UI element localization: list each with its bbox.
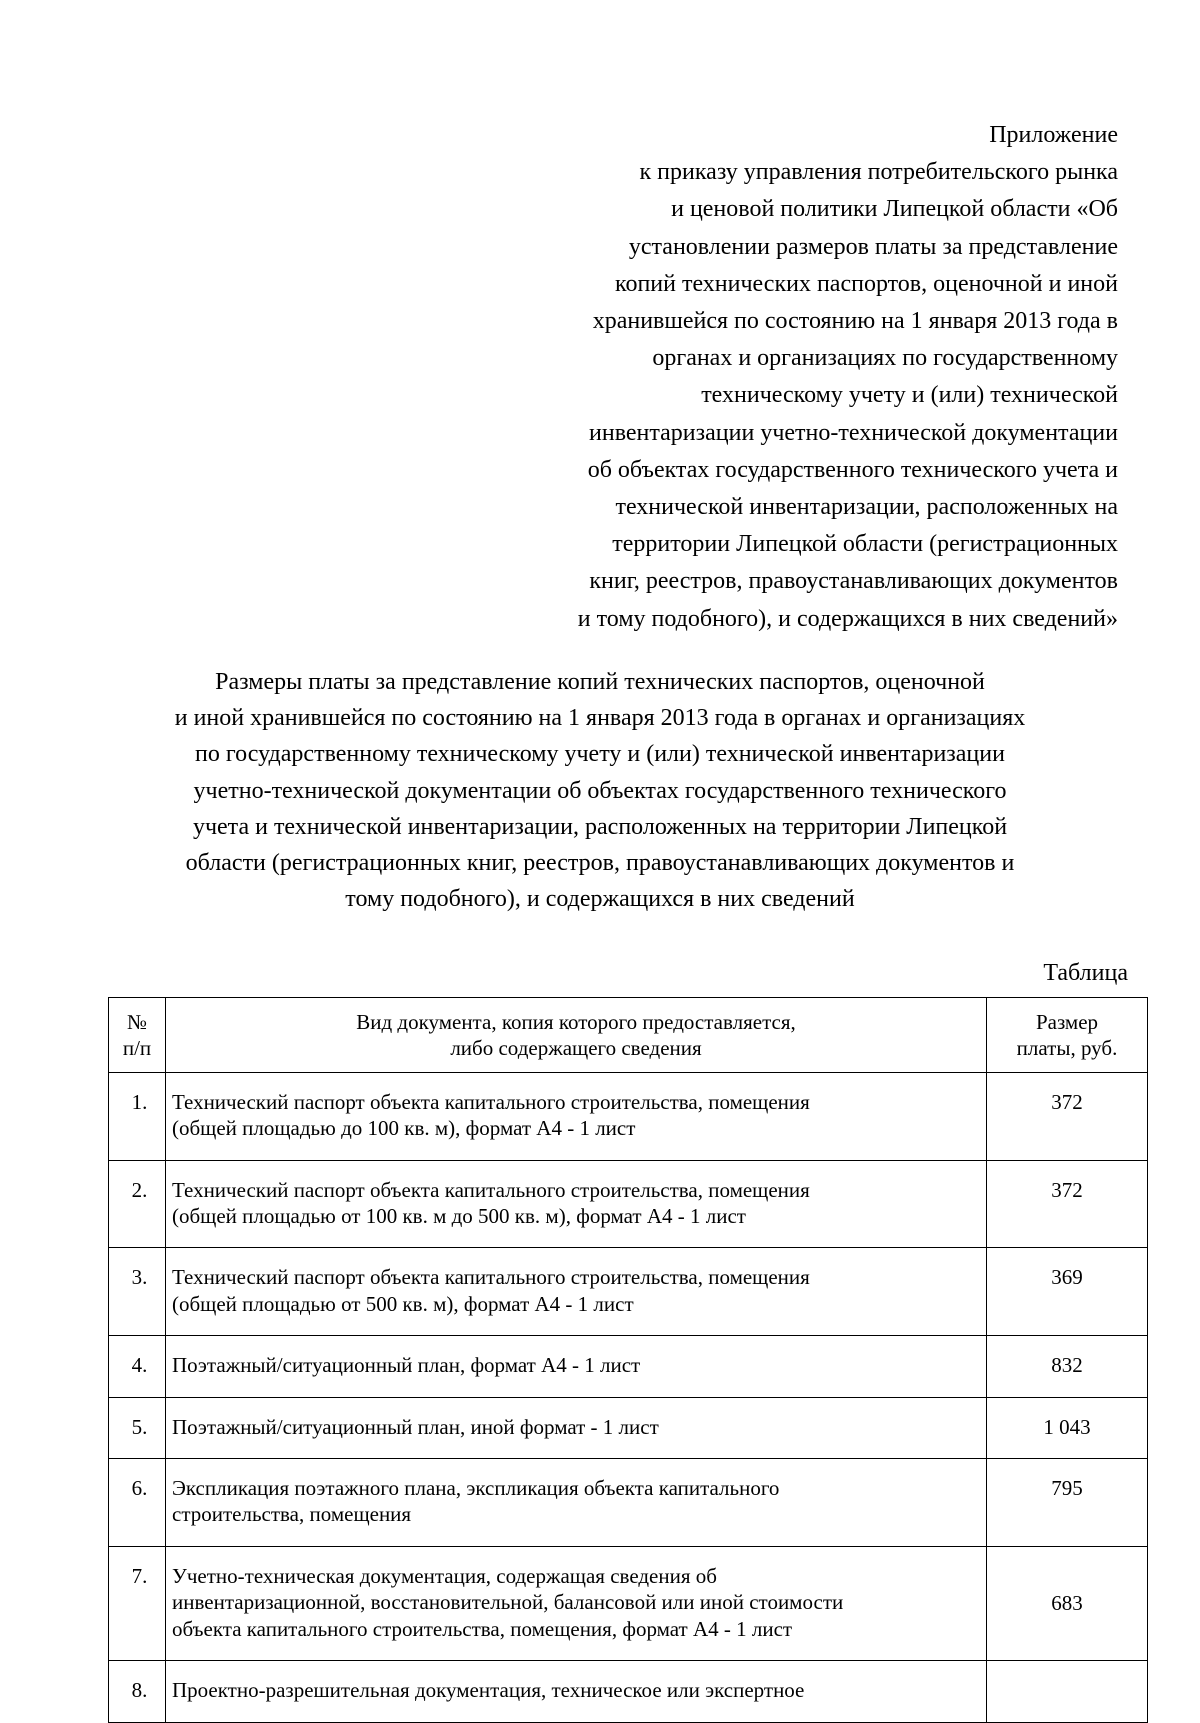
appendix-line: установлении размеров платы за представление [628, 233, 1118, 260]
heading-line: учетно-технической документации об объектах государственного технического [193, 777, 1007, 804]
heading-line: учета и технической инвентаризации, расположенных на территории Липецкой [192, 813, 1008, 840]
header-document-type: Вид документа, копия которого предоставляется, либо содержащего сведения [166, 998, 987, 1073]
appendix-line: хранившейся по состоянию на 1 января 2013 года в [592, 308, 1118, 335]
table-label: Таблица [1043, 960, 1128, 986]
row-number: 5. [109, 1397, 166, 1458]
appendix-line: копий технических паспортов, оценочной и иной [615, 270, 1118, 297]
row-number: 4. [109, 1336, 166, 1397]
header-number: № п/п [109, 998, 166, 1073]
row-price: 372 [987, 1160, 1148, 1248]
appendix-line: книг, реестров, правоустанавливающих документов [589, 568, 1118, 595]
heading-line: и иной хранившейся по состоянию на 1 января 2013 года в органах и организациях [174, 705, 1026, 732]
table-row [109, 1336, 1148, 1397]
table-row [109, 1160, 1148, 1248]
header-price: Размер платы, руб. [987, 998, 1148, 1073]
row-description: Поэтажный/ситуационный план, иной формат - 1 лист [166, 1397, 987, 1458]
row-number: 6. [109, 1459, 166, 1547]
row-price: 795 [987, 1459, 1148, 1547]
heading-line: Размеры платы за представление копий технических паспортов, оценочной [215, 669, 985, 695]
row-number: 7. [109, 1546, 166, 1660]
appendix-line: и ценовой политики Липецкой области «Об [671, 196, 1118, 223]
appendix-line: и тому подобного), и содержащихся в них сведений» [577, 605, 1118, 632]
row-description: Проектно-разрешительная документация, техническое или экспертное [166, 1661, 987, 1722]
heading-line: по государственному техническому учету и (или) технической инвентаризации [195, 741, 1005, 768]
table-row [109, 1397, 1148, 1458]
heading-line: тому подобного), и содержащихся в них сведений [345, 886, 855, 913]
row-description: Экспликация поэтажного плана, экспликация объекта капитального строительства, помещения [166, 1459, 987, 1547]
appendix-line: техническому учету и (или) технической [701, 382, 1118, 409]
table-row [109, 1248, 1148, 1336]
table-row [109, 1661, 1148, 1722]
row-price [987, 1661, 1148, 1722]
row-price: 369 [987, 1248, 1148, 1336]
row-price: 372 [987, 1072, 1148, 1160]
appendix-line: органах и организациях по государственному [652, 345, 1118, 372]
row-description: Технический паспорт объекта капитального строительства, помещения (общей площадью до 100 кв. м), формат А4 - 1 лист [166, 1072, 987, 1160]
row-price: 832 [987, 1336, 1148, 1397]
appendix-line: технической инвентаризации, расположенных на [615, 494, 1118, 521]
row-price: 683 [987, 1546, 1148, 1660]
row-description: Учетно-техническая документация, содержащая сведения об инвентаризационной, восстановительной, балансовой или иной стоимости объекта капитального строительства, помещения, формат А4 - 1 лист [166, 1546, 987, 1660]
row-number: 1. [109, 1072, 166, 1160]
row-description: Технический паспорт объекта капитального строительства, помещения (общей площадью от 500 кв. м), формат А4 - 1 лист [166, 1248, 987, 1336]
document-heading [100, 664, 1100, 917]
table-row [109, 1072, 1148, 1160]
row-description: Технический паспорт объекта капитального строительства, помещения (общей площадью от 100 кв. м до 500 кв. м), формат А4 - 1 лист [166, 1160, 987, 1248]
row-price: 1 043 [987, 1397, 1148, 1458]
price-table [108, 997, 1148, 1723]
appendix-line: об объектах государственного технического учета и [587, 456, 1118, 483]
appendix-block [438, 117, 1118, 638]
row-number: 8. [109, 1661, 166, 1722]
row-number: 2. [109, 1160, 166, 1248]
row-number: 3. [109, 1248, 166, 1336]
appendix-line: территории Липецкой области (регистрационных [612, 531, 1118, 558]
heading-line: области (регистрационных книг, реестров, правоустанавливающих документов и [185, 850, 1015, 877]
appendix-line: к приказу управления потребительского рынка [639, 159, 1118, 186]
table-row [109, 1459, 1148, 1547]
table-row [109, 1546, 1148, 1660]
table-header-row [109, 998, 1148, 1073]
appendix-title: Приложение [989, 122, 1118, 148]
appendix-line: инвентаризации учетно-технической документации [589, 419, 1118, 446]
row-description: Поэтажный/ситуационный план, формат А4 - 1 лист [166, 1336, 987, 1397]
